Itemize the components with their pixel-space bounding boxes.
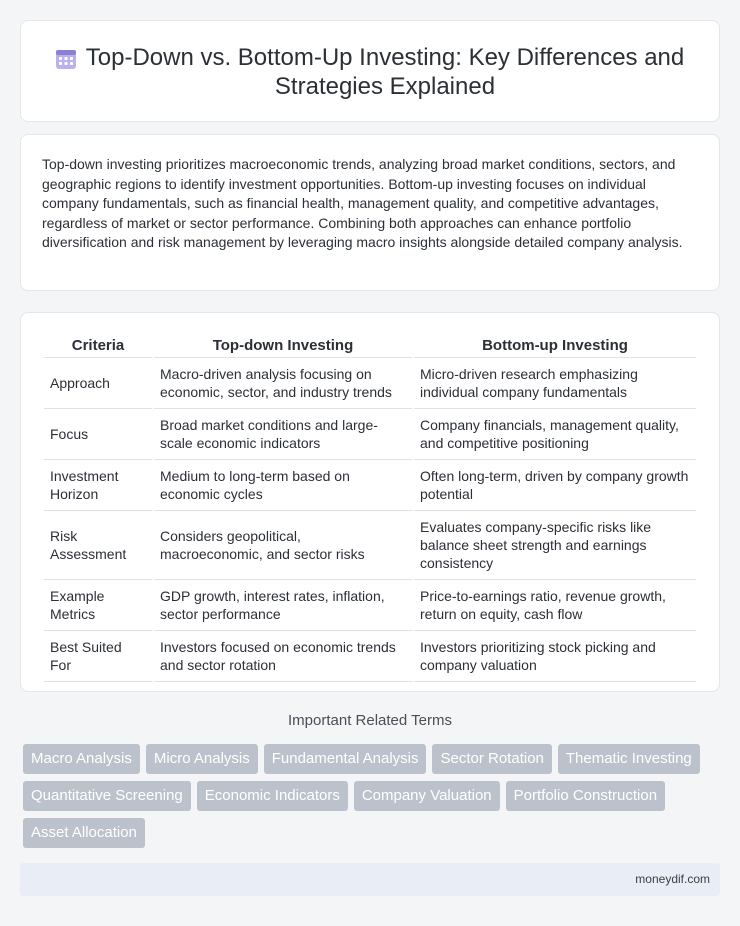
page-title: Top-Down vs. Bottom-Up Investing: Key Differences and Strategies Explained xyxy=(85,44,685,100)
row-bottom-up: Evaluates company-specific risks like balance sheet strength and earnings consistency xyxy=(414,511,696,580)
intro-card xyxy=(20,134,720,291)
row-top-down: GDP growth, interest rates, inflation, sector performance xyxy=(154,580,412,631)
footer xyxy=(20,863,720,896)
header-top-down: Top-down Investing xyxy=(154,333,412,358)
tag-economic-indicators[interactable]: Economic Indicators xyxy=(197,781,348,811)
row-criteria: Focus xyxy=(44,409,152,460)
row-bottom-up: Price-to-earnings ratio, revenue growth, return on equity, cash flow xyxy=(414,580,696,631)
row-criteria: Best Suited For xyxy=(44,631,152,682)
row-criteria: Example Metrics xyxy=(44,580,152,631)
row-top-down: Investors focused on economic trends and sector rotation xyxy=(154,631,412,682)
tag-thematic-investing[interactable]: Thematic Investing xyxy=(558,744,700,774)
row-criteria: Risk Assessment xyxy=(44,511,152,580)
row-top-down: Broad market conditions and large-scale economic indicators xyxy=(154,409,412,460)
comparison-card xyxy=(20,312,720,692)
table-row xyxy=(44,580,696,631)
table-row xyxy=(44,511,696,580)
row-criteria: Approach xyxy=(44,358,152,409)
table-row xyxy=(44,358,696,409)
related-terms-heading: Important Related Terms xyxy=(288,712,452,729)
table-header-row xyxy=(44,333,696,358)
row-top-down: Considers geopolitical, macroeconomic, and sector risks xyxy=(154,511,412,580)
tag-portfolio-construction[interactable]: Portfolio Construction xyxy=(506,781,665,811)
row-bottom-up: Investors prioritizing stock picking and company valuation xyxy=(414,631,696,682)
row-bottom-up: Micro-driven research emphasizing individual company fundamentals xyxy=(414,358,696,409)
row-criteria: Investment Horizon xyxy=(44,460,152,511)
tag-macro-analysis[interactable]: Macro Analysis xyxy=(23,744,140,774)
header-bottom-up: Bottom-up Investing xyxy=(414,333,696,358)
tag-quantitative-screening[interactable]: Quantitative Screening xyxy=(23,781,191,811)
intro-paragraph: Top-down investing prioritizes macroeconomic trends, analyzing broad market conditions, sectors, and geographic regions to identify investment opportunities. Bottom-up investing focuses on individual company fundamentals, such as financial health, management quality, and competitive advantages, regardless of market or sector performance. Combining both approaches can enhance portfolio diversification and risk management by leveraging macro insights alongside detailed company analysis. xyxy=(42,156,683,250)
tag-fundamental-analysis[interactable]: Fundamental Analysis xyxy=(264,744,427,774)
table-row xyxy=(44,631,696,682)
header-criteria: Criteria xyxy=(44,333,152,358)
tag-sector-rotation[interactable]: Sector Rotation xyxy=(432,744,551,774)
row-bottom-up: Often long-term, driven by company growth potential xyxy=(414,460,696,511)
tag-asset-allocation[interactable]: Asset Allocation xyxy=(23,818,145,848)
tag-company-valuation[interactable]: Company Valuation xyxy=(354,781,500,811)
row-top-down: Medium to long-term based on economic cycles xyxy=(154,460,412,511)
comparison-table xyxy=(42,333,698,682)
table-row xyxy=(44,409,696,460)
title-card xyxy=(20,20,720,122)
tag-micro-analysis[interactable]: Micro Analysis xyxy=(146,744,258,774)
footer-site-link[interactable]: moneydif.com xyxy=(635,872,710,886)
row-top-down: Macro-driven analysis focusing on economic, sector, and industry trends xyxy=(154,358,412,409)
table-row xyxy=(44,460,696,511)
related-terms-list xyxy=(23,744,713,848)
row-bottom-up: Company financials, management quality, and competitive positioning xyxy=(414,409,696,460)
